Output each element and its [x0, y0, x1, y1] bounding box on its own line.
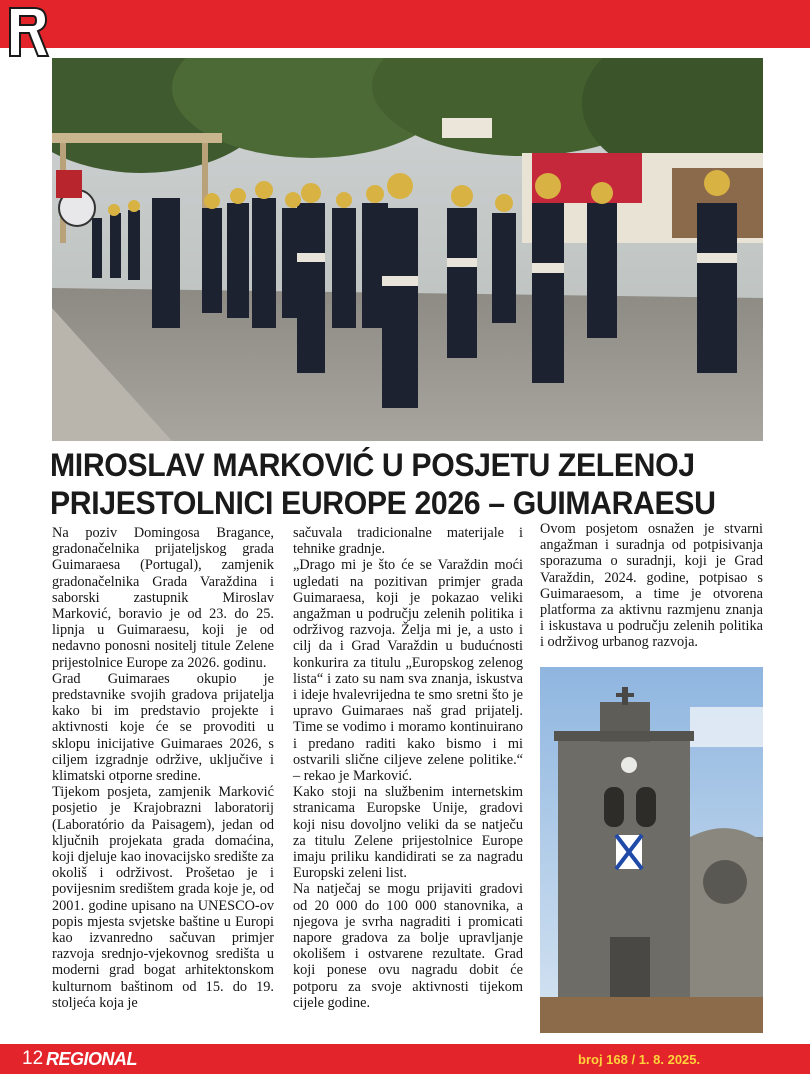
headline-line-1: MIROSLAV MARKOVIĆ U POSJETU ZELENOJ	[50, 447, 695, 483]
top-red-bar	[0, 0, 810, 48]
brand-logo-text: REGIONAL	[46, 1049, 138, 1069]
paragraph: „Drago mi je što će se Varaždin moći ugledati na pozitivan primjer grada Guimaraesa, koji je pokazao veliki angažman u području zelenih politika i održivog razvoja. Želja mi je, a usto i cilj da i Grad Varaždin u budućnosti konkurira za titulu „Europskog zelenog lista“ i zato su nam sva znanja, iskustva i ideje hvalevrijedna te smo sretni što je upravo Guimaraes naš grad prijatelj. Time se vodimo i moramo kontinuirano i predano raditi kako bismo i mi ostvarili slične ciljeve zelene politike.“ – rekao je Marković.	[293, 557, 523, 785]
regional-r-logo-icon	[6, 4, 50, 60]
clock-tower-photo	[540, 667, 763, 1033]
article-column-2	[293, 525, 523, 1011]
paragraph: Tijekom posjeta, zamjenik Marković posjetio je Krajobrazni laboratorij (Laboratório da Paisagem), jedan od ključnih projekata grada domaćina, koji djeluje kao inovacijsko središte za okoliš i održivost. Prošetao je i povijesnim središtem grada koje je, od 2001. godine upisano na UNESCO-ov popis mjesta svjetske baštine u Europi kao izvanredno sačuvan primjer razvoja srednjo-vjekovnog središta u moderni grad bogat arhitektonskom kulturnom baštinom od 15. do 19. stoljeća koja je	[52, 784, 274, 1011]
paragraph: Kako stoji na službenim internetskim stranicama Europske Unije, gradovi koji nisu dovoljno veliki da se natječu za titulu Zelene prijestolnice Europe imaju priliku kandidirati se za nagradu Europski zeleni list.	[293, 784, 523, 882]
headline-line-2: PRIJESTOLNICI EUROPE 2026 – GUIMARAESU	[50, 485, 716, 521]
article-column-1	[52, 525, 274, 1011]
article-headline	[50, 446, 715, 522]
paragraph: Na natječaj se mogu prijaviti gradovi od 20 000 do 100 000 stanovnika, a njegova je svrha nagraditi i promicati napore gradova za bolje upravljanje okolišem i ostvarene rezultate. Grad koji ponese ovu nagradu dobit će potporu za svoje aktivnosti tijekom cijele godine.	[293, 881, 523, 1011]
issue-info: broj 168 / 1. 8. 2025.	[578, 1052, 701, 1067]
paragraph: Ovom posjetom osnažen je stvarni angažman i suradnja od potpisivanja sporazuma o suradnji, koji je Grad Varaždin, 2024. godine, potpisao s Guimaraesom, a time je otvorena platforma za aktivnu razmjenu znanja i iskustava u području zelenih politika i održivog urbanog razvoja.	[540, 521, 763, 651]
page-number: 12	[22, 1048, 44, 1069]
paragraph: Na poziv Domingosa Bragance, gradonačelnika prijateljskog grada Guimaraesa (Portugal), zamjenik gradonačelnika Grada Varaždina i saborski zastupnik Miroslav Marković, boravio je od 23. do 25. lipnja u Guimaraesu, koji je od nedavno ponosni nositelj titule Zelene prijestolnice Europe za 2026. godinu.	[52, 525, 274, 671]
paragraph: sačuvala tradicionalne materijale i tehnike gradnje.	[293, 525, 523, 558]
article-column-3	[540, 521, 763, 651]
band-ceremony-photo	[52, 58, 763, 441]
paragraph: Grad Guimaraes okupio je predstavnike svojih gradova prijatelja kako bi im predstavio projekte i aktivnosti koje će se provoditi u sklopu inicijative Guimaraes 2026, s ciljem izgradnje održive, uključive i klimatski otporne sredine.	[52, 670, 274, 785]
